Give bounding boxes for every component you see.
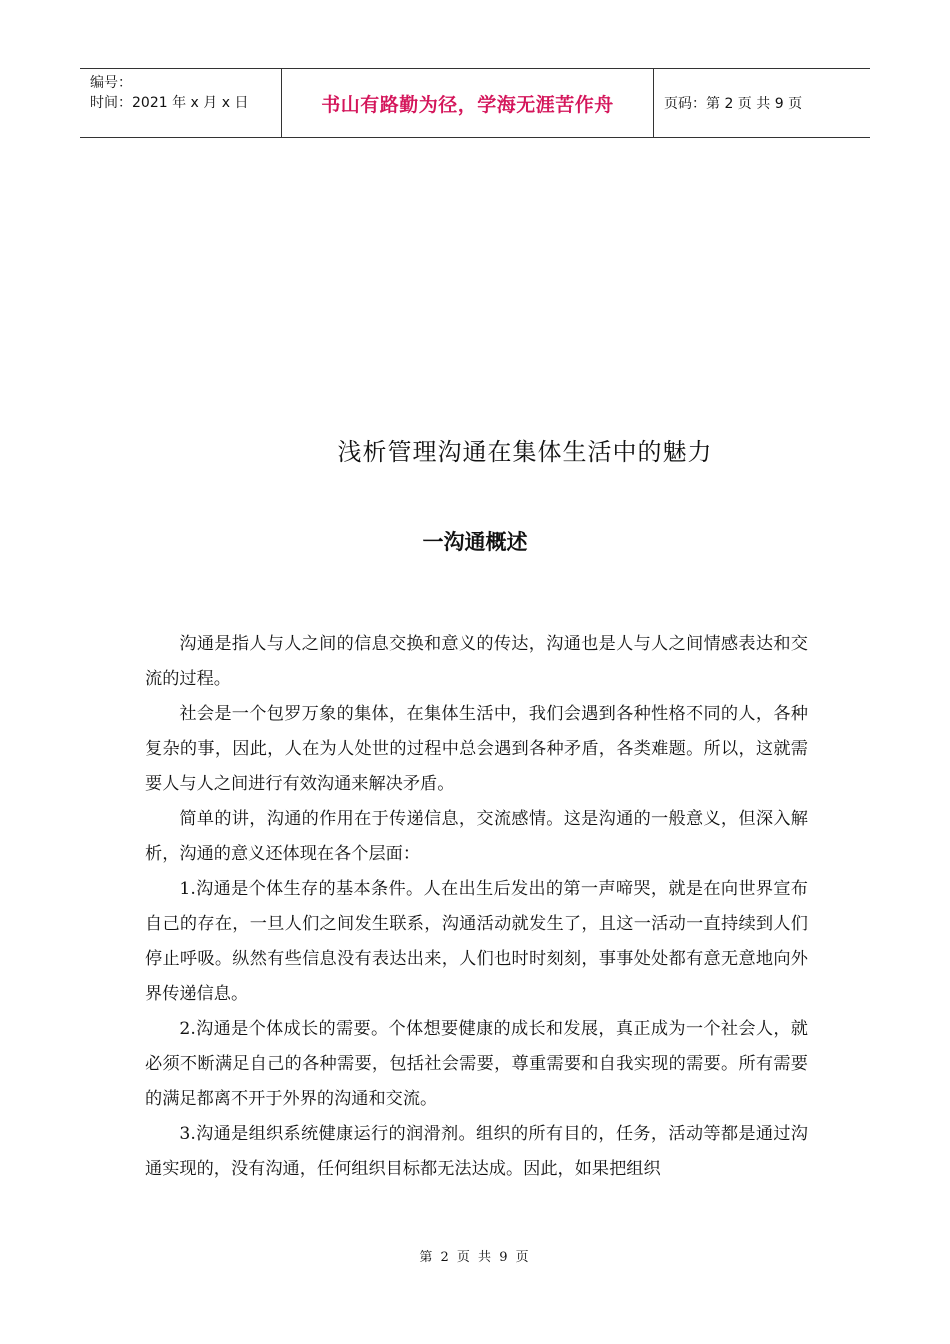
paragraph: 社会是一个包罗万象的集体，在集体生活中，我们会遇到各种性格不同的人，各种复杂的事，因此，人在为人处世的过程中总会遇到各种矛盾，各类难题。所以，这就需要人与人之间进行有效沟通来解决矛盾。	[145, 704, 808, 794]
page-header	[80, 68, 870, 138]
paragraph: 1.沟通是个体生存的基本条件。人在出生后发出的第一声啼哭，就是在向世界宣布自己的存在，一旦人们之间发生联系，沟通活动就发生了，且这一活动一直持续到人们停止呼吸。纵然有些信息没有表达出来，人们也时时刻刻，事事处处都有意无意地向外界传递信息。	[145, 879, 808, 1004]
motto-text: 书山有路勤为径，学海无涯苦作舟	[321, 93, 614, 116]
document-title: 浅析管理沟通在集体生活中的魅力	[337, 438, 713, 466]
paragraph: 沟通是指人与人之间的信息交换和意义的传达，沟通也是人与人之间情感表达和交流的过程。	[145, 634, 808, 689]
header-page-cell	[654, 69, 870, 137]
page-footer: 第 2 页 共 9 页	[419, 1250, 531, 1265]
paragraph: 3.沟通是组织系统健康运行的润滑剂。组织的所有目的，任务，活动等都是通过沟通实现的，没有沟通，任何组织目标都无法达成。因此，如果把组织	[145, 1124, 808, 1179]
header-motto-cell	[281, 69, 654, 137]
document-body	[145, 627, 808, 1187]
header-meta-cell	[80, 69, 281, 137]
paragraph: 简单的讲，沟通的作用在于传递信息，交流感情。这是沟通的一般意义，但深入解析，沟通的意义还体现在各个层面：	[145, 809, 808, 864]
number-label: 编号：	[90, 75, 132, 91]
section-heading: 一沟通概述	[422, 530, 528, 554]
paragraph: 2.沟通是个体成长的需要。个体想要健康的成长和发展，真正成为一个社会人，就必须不断满足自己的各种需要，包括社会需要，尊重需要和自我实现的需要。所有需要的满足都离不开于外界的沟通和交流。	[145, 1019, 808, 1109]
page-number-label: 页码：第 2 页 共 9 页	[664, 96, 803, 112]
time-label: 时间：2021 年 x 月 x 日	[90, 95, 249, 111]
